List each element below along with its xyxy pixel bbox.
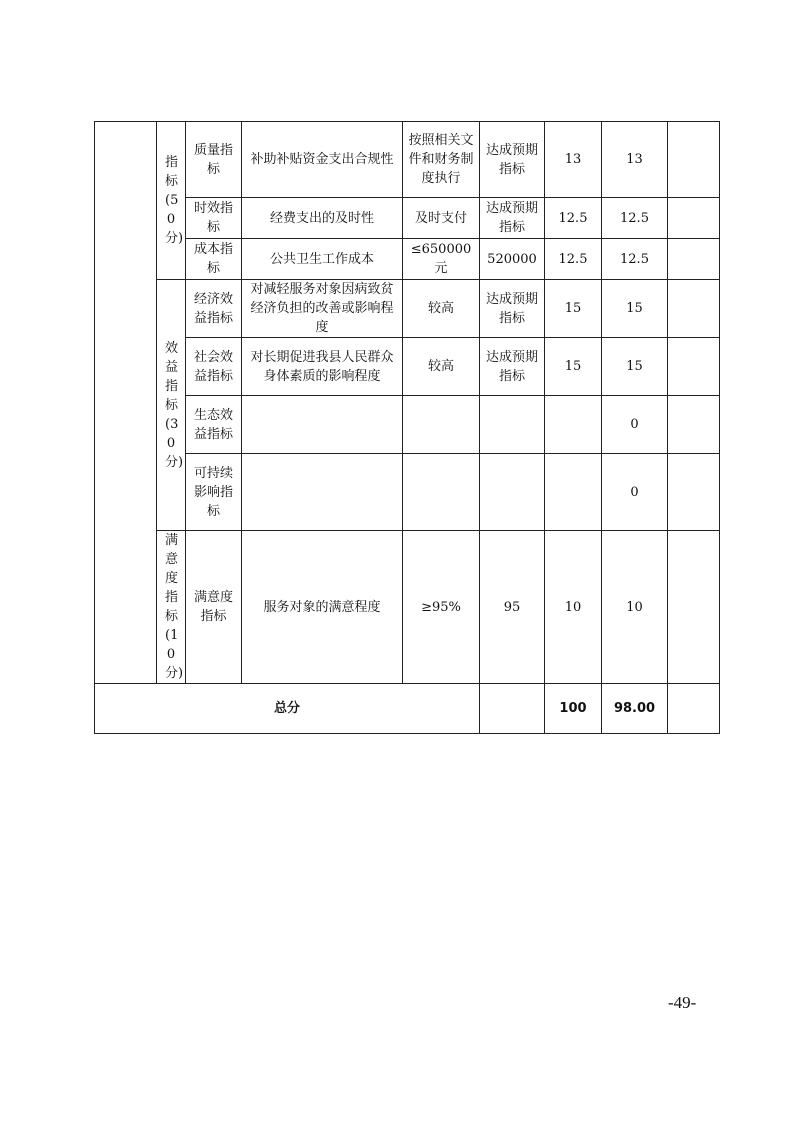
remark-timeliness bbox=[668, 198, 720, 239]
sub-indicator-social: 社会效益指标 bbox=[186, 338, 242, 396]
score-social: 15 bbox=[602, 338, 668, 396]
indicator-quality: 补助补贴资金支出合规性 bbox=[242, 122, 403, 198]
score-ecological: 0 bbox=[602, 396, 668, 454]
satisfaction-category-label: 满意度指标(10分) bbox=[165, 533, 184, 681]
weight-ecological bbox=[545, 396, 602, 454]
actual-timeliness: 达成预期指标 bbox=[480, 198, 545, 239]
total-label: 总分 bbox=[95, 684, 480, 734]
indicator-ecological bbox=[242, 396, 403, 454]
performance-indicator-table bbox=[94, 121, 720, 734]
table-row-sustainable bbox=[95, 454, 720, 531]
output-category-label: 指标(50分) bbox=[165, 155, 184, 246]
table-row-satisfaction bbox=[95, 531, 720, 684]
sub-indicator-economic: 经济效益指标 bbox=[186, 280, 242, 338]
target-satisfaction: ≥95% bbox=[403, 531, 480, 684]
satisfaction-category-cell bbox=[157, 531, 186, 684]
sub-indicator-ecological: 生态效益指标 bbox=[186, 396, 242, 454]
target-quality: 按照相关文件和财务制度执行 bbox=[403, 122, 480, 198]
target-cost: ≤650000元 bbox=[403, 239, 480, 280]
weight-timeliness: 12.5 bbox=[545, 198, 602, 239]
remark-sustainable bbox=[668, 454, 720, 531]
total-weight: 100 bbox=[545, 684, 602, 734]
actual-satisfaction: 95 bbox=[480, 531, 545, 684]
benefit-category-label: 效益指标(30分) bbox=[165, 340, 184, 470]
remark-economic bbox=[668, 280, 720, 338]
score-sustainable: 0 bbox=[602, 454, 668, 531]
indicator-social: 对长期促进我县人民群众身体素质的影响程度 bbox=[242, 338, 403, 396]
table-row-total bbox=[95, 684, 720, 734]
weight-economic: 15 bbox=[545, 280, 602, 338]
total-remark bbox=[668, 684, 720, 734]
indicator-economic: 对减轻服务对象因病致贫经济负担的改善或影响程度 bbox=[242, 280, 403, 338]
benefit-category-cell bbox=[157, 280, 186, 531]
target-economic: 较高 bbox=[403, 280, 480, 338]
score-cost: 12.5 bbox=[602, 239, 668, 280]
table-row-ecological bbox=[95, 396, 720, 454]
remark-ecological bbox=[668, 396, 720, 454]
weight-sustainable bbox=[545, 454, 602, 531]
indicator-satisfaction: 服务对象的满意程度 bbox=[242, 531, 403, 684]
score-satisfaction: 10 bbox=[602, 531, 668, 684]
table-row-social bbox=[95, 338, 720, 396]
target-sustainable bbox=[403, 454, 480, 531]
weight-satisfaction: 10 bbox=[545, 531, 602, 684]
table-row-economic bbox=[95, 280, 720, 338]
weight-quality: 13 bbox=[545, 122, 602, 198]
sub-indicator-timeliness: 时效指标 bbox=[186, 198, 242, 239]
output-category-cell bbox=[157, 122, 186, 280]
indicator-sustainable bbox=[242, 454, 403, 531]
actual-economic: 达成预期指标 bbox=[480, 280, 545, 338]
page-number: -49- bbox=[668, 993, 697, 1012]
total-score: 98.00 bbox=[602, 684, 668, 734]
score-quality: 13 bbox=[602, 122, 668, 198]
level1-category-cell bbox=[95, 122, 157, 684]
weight-social: 15 bbox=[545, 338, 602, 396]
sub-indicator-cost: 成本指标 bbox=[186, 239, 242, 280]
score-timeliness: 12.5 bbox=[602, 198, 668, 239]
remark-cost bbox=[668, 239, 720, 280]
target-timeliness: 及时支付 bbox=[403, 198, 480, 239]
remark-satisfaction bbox=[668, 531, 720, 684]
actual-ecological bbox=[480, 396, 545, 454]
actual-quality: 达成预期指标 bbox=[480, 122, 545, 198]
remark-quality bbox=[668, 122, 720, 198]
sub-indicator-quality: 质量指标 bbox=[186, 122, 242, 198]
table-row-timeliness bbox=[95, 198, 720, 239]
target-social: 较高 bbox=[403, 338, 480, 396]
score-economic: 15 bbox=[602, 280, 668, 338]
actual-cost: 520000 bbox=[480, 239, 545, 280]
total-actual bbox=[480, 684, 545, 734]
indicator-cost: 公共卫生工作成本 bbox=[242, 239, 403, 280]
table-row-quality bbox=[95, 122, 720, 198]
sub-indicator-sustainable: 可持续影响指标 bbox=[186, 454, 242, 531]
actual-sustainable bbox=[480, 454, 545, 531]
indicator-timeliness: 经费支出的及时性 bbox=[242, 198, 403, 239]
weight-cost: 12.5 bbox=[545, 239, 602, 280]
target-ecological bbox=[403, 396, 480, 454]
actual-social: 达成预期指标 bbox=[480, 338, 545, 396]
remark-social bbox=[668, 338, 720, 396]
sub-indicator-satisfaction: 满意度指标 bbox=[186, 531, 242, 684]
table-row-cost bbox=[95, 239, 720, 280]
